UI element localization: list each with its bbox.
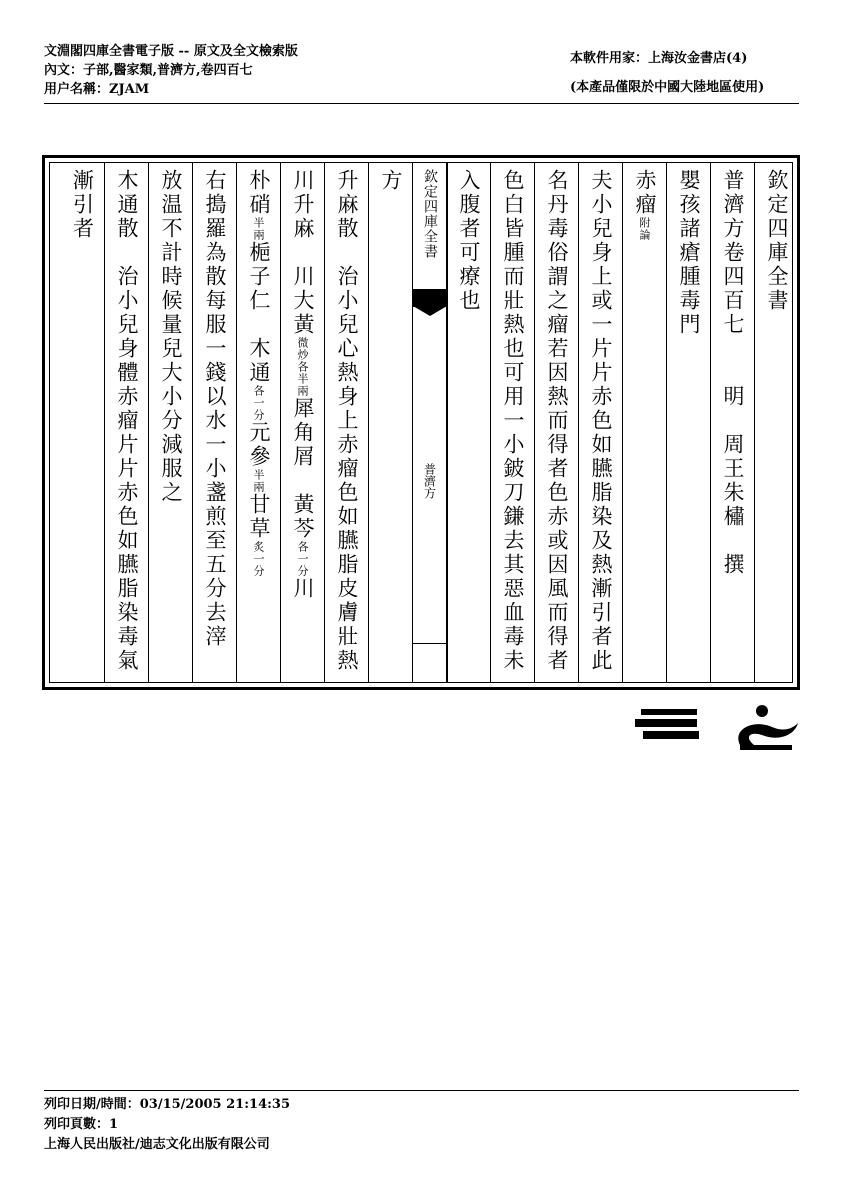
text-column [60, 163, 104, 682]
fish-tail-notch-icon [413, 303, 447, 315]
text-column [534, 163, 578, 682]
license-info [570, 44, 764, 102]
header-rule [44, 103, 799, 104]
text-column [104, 163, 148, 682]
column-text: 漸引者 [70, 169, 95, 241]
column-text: 入腹者可療也 [457, 169, 481, 313]
column-text: 元參 [247, 421, 271, 469]
publisher-logo-seal-icon [732, 705, 802, 757]
column-text: 普濟方卷四百七 明 周王朱橚 撰 [721, 169, 745, 577]
dosage-note: 炙一分 [252, 541, 265, 577]
text-column [192, 163, 236, 682]
header-info [44, 42, 298, 99]
text-column [324, 163, 368, 682]
publisher-credit: 上海人民出版社/迪志文化出版有限公司 [44, 1137, 270, 1152]
column-text: 名丹毒俗謂之瘤若因熱而得者色赤或因風而得者 [545, 169, 569, 673]
column-note: 附論 [638, 217, 651, 241]
center-book-title: 欽定四庫全書 [422, 169, 438, 259]
text-column [148, 163, 192, 682]
column-text: 欽定四庫全書 [765, 169, 789, 313]
center-book-subtitle: 普濟方 [422, 463, 437, 499]
column-text: 色白皆腫而壯熱也可用一小鈹刀鎌去其惡血毒未 [501, 169, 525, 673]
text-column [754, 163, 798, 682]
text-column [236, 163, 280, 682]
edition-title: 文淵閣四庫全書電子版 -- 原文及全文檢索版 [44, 44, 298, 59]
column-text: 右搗羅為散每服一錢以水一小盞煎至五分去滓 [203, 169, 227, 649]
column-text: 梔子仁 木通 [247, 241, 271, 385]
page-inner-frame [49, 162, 793, 683]
print-page-count: 列印頁數：1 [44, 1117, 119, 1132]
text-column [710, 163, 754, 682]
footer-rule [44, 1090, 799, 1091]
column-text: 方 [379, 169, 403, 193]
publisher-logo-bars-icon [635, 705, 705, 749]
column-text: 川 [291, 577, 315, 601]
region-notice: (本產品僅限於中國大陸地區使用) [570, 80, 765, 95]
column-text: 放温不計時候量兒大小分減服之 [159, 169, 183, 505]
text-column [490, 163, 534, 682]
dosage-note: 各一分 [296, 541, 309, 577]
content-path: 內文：子部,醫家類,普濟方,卷四百七 [44, 63, 253, 78]
dosage-note: 半兩 [252, 469, 265, 493]
column-text: 木通散 治小兒身體赤瘤片片赤色如臙脂染毒氣 [115, 169, 139, 673]
print-datetime: 列印日期/時間：03/15/2005 21:14:35 [44, 1097, 291, 1112]
dosage-note: 各一分 [252, 385, 265, 421]
column-text: 升麻散 治小兒心熱身上赤瘤色如臙脂皮膚壯熱 [335, 169, 359, 673]
column-text: 犀角屑 黃芩 [291, 397, 315, 541]
dosage-note: 微炒各半兩 [296, 337, 309, 397]
column-text: 川升麻 川大黃 [291, 169, 315, 337]
text-column [578, 163, 622, 682]
text-column [622, 163, 666, 682]
print-info [44, 1095, 290, 1155]
column-text: 甘草 [247, 493, 271, 541]
text-column [666, 163, 710, 682]
center-divider [413, 643, 447, 644]
column-text: 赤瘤 [633, 169, 657, 217]
licensee: 本軟件用家：上海汝金書店(4) [570, 51, 748, 66]
text-column [280, 163, 324, 682]
user-name: 用户名稱：ZJAM [44, 82, 150, 97]
text-column [368, 163, 412, 682]
column-text: 朴硝 [247, 169, 271, 217]
dosage-note: 半兩 [252, 217, 265, 241]
text-column [446, 163, 490, 682]
fold-center-column [412, 163, 448, 682]
book-page [42, 155, 800, 690]
column-text: 夫小兒身上或一片片赤色如臙脂染及熱漸引者此 [589, 169, 613, 673]
column-text: 嬰孩諸瘡腫毒門 [677, 169, 701, 337]
